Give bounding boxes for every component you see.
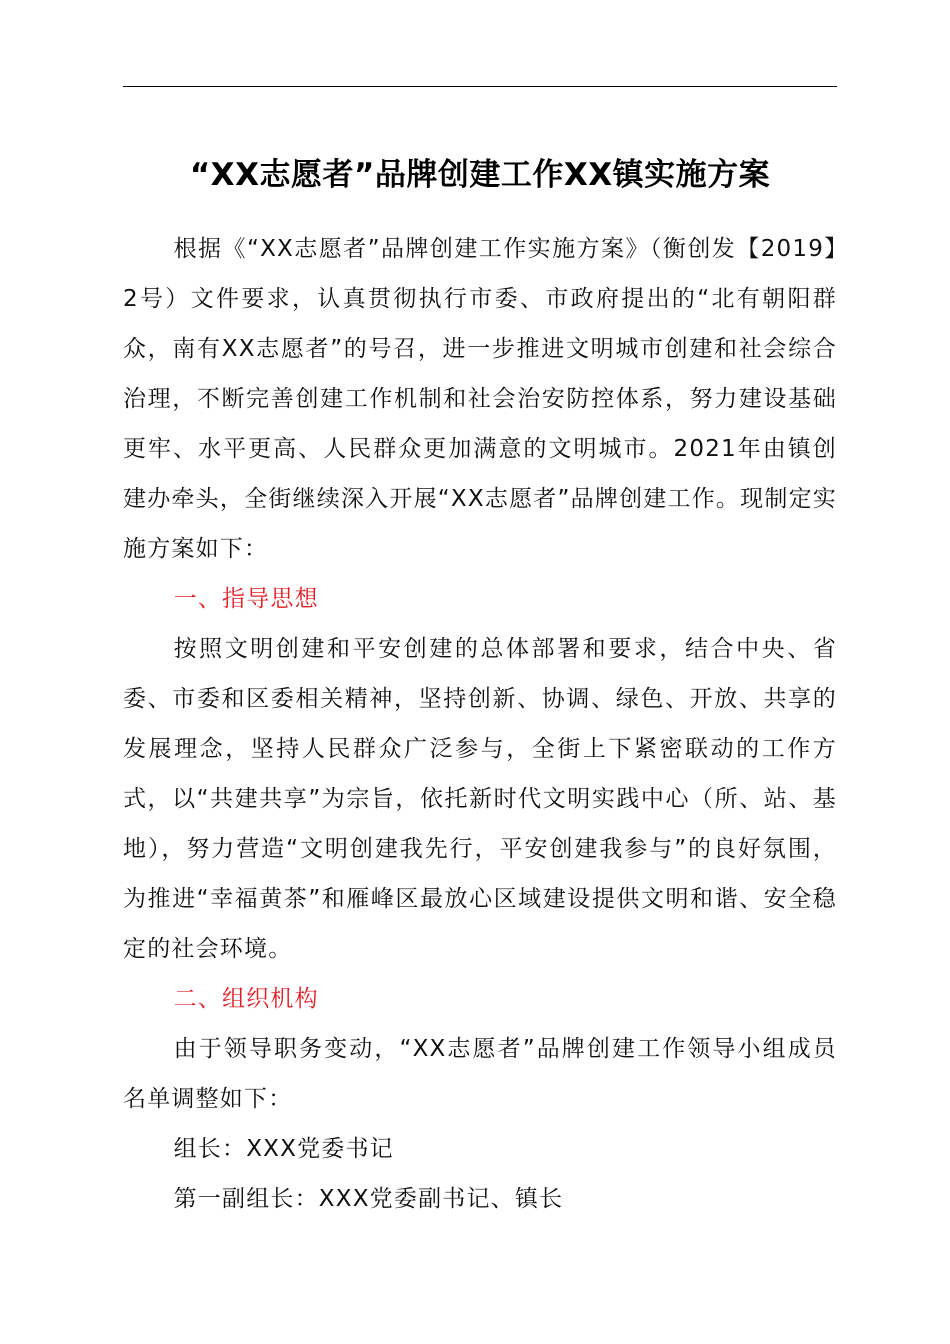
intro-paragraph: 根据《“XX志愿者”品牌创建工作实施方案》（衡创发【2019】2号）文件要求，认真贯彻执行市委、市政府提出的“北有朝阳群众，南有XX志愿者”的号召，进一步推进文明城市创建和社会综合治理，不断完善创建工作机制和社会治安防控体系，努力建设基础更牢、水平更高、人民群众更加满意的文明城市。2021年由镇创建办牵头，全街继续深入开展“XX志愿者”品牌创建工作。现制定实施方案如下： — [123, 236, 837, 562]
section-paragraph-guiding-ideology: 按照文明创建和平安创建的总体部署和要求，结合中央、省委、市委和区委相关精神，坚持创新、协调、绿色、开放、共享的发展理念，坚持人民群众广泛参与，全街上下紧密联动的工作方式，以“共建共享”为宗旨，依托新时代文明实践中心（所、站、基地），努力营造“文明创建我先行，平安创建我参与”的良好氛围，为推进“幸福黄茶”和雁峰区最放心区域建设提供文明和谐、安全稳定的社会环境。 — [123, 636, 837, 962]
member-leader: 组长：XXX党委书记 — [173, 1136, 394, 1162]
section-paragraph-organization: 由于领导职务变动，“XX志愿者”品牌创建工作领导小组成员名单调整如下： — [123, 1036, 837, 1112]
section-heading-guiding-ideology: 一、指导思想 — [173, 586, 319, 612]
document-title: “XX志愿者”品牌创建工作XX镇实施方案 — [189, 157, 771, 193]
member-first-deputy: 第一副组长：XXX党委副书记、镇长 — [173, 1186, 564, 1212]
header-rule — [123, 86, 837, 87]
section-heading-organization: 二、组织机构 — [173, 986, 319, 1012]
document-body — [123, 224, 837, 1224]
